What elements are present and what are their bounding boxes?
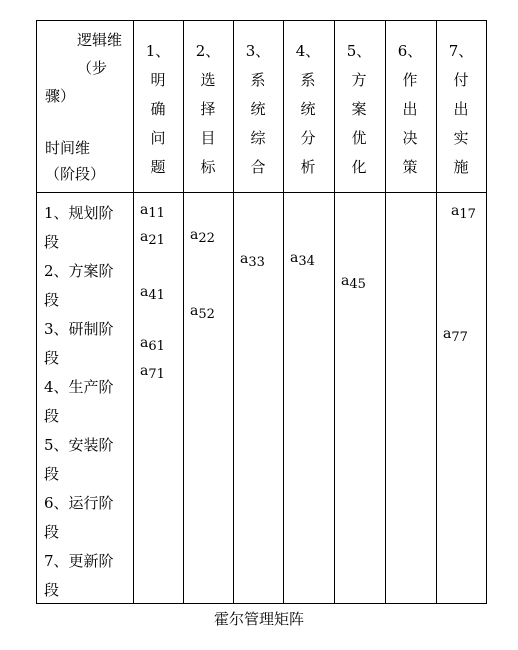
step-char: 案 [351, 100, 367, 118]
matrix-entry-a34: $a_{34}$ [290, 250, 315, 269]
step-char: 确 [150, 100, 166, 118]
step-char: 作 [402, 71, 418, 89]
step-char: 化 [351, 158, 367, 176]
time-dimension-label: （阶段） [45, 165, 106, 183]
step-header [283, 37, 333, 182]
phase-label [44, 257, 128, 315]
step-char: 出 [453, 100, 469, 118]
step-number: 7、 [448, 42, 474, 60]
logic-dimension-label: 骤） [45, 87, 76, 105]
step-char: 系 [250, 71, 266, 89]
phase-label-line: 段 [44, 465, 60, 483]
phase-label-line: 1、规划阶 [44, 204, 114, 222]
phase-label-line: 6、运行阶 [44, 494, 114, 512]
matrix-entry-a11: $a_{11}$ [140, 202, 165, 221]
phase-label-line: 段 [44, 407, 60, 425]
step-char: 择 [200, 100, 216, 118]
step-char: 合 [250, 158, 266, 176]
step-char: 目 [200, 129, 216, 147]
step-char: 统 [300, 100, 316, 118]
step-header [183, 37, 233, 182]
figure-caption: 霍尔管理矩阵 [213, 610, 304, 628]
phase-label [44, 315, 128, 373]
step-number: 1、 [145, 42, 171, 60]
matrix-entry-a21: $a_{21}$ [140, 229, 165, 248]
step-number: 6、 [397, 42, 423, 60]
step-header [233, 37, 283, 182]
header-divider [37, 192, 486, 193]
matrix-entry-a52: $a_{52}$ [190, 303, 215, 322]
matrix-entry-a61: $a_{61}$ [140, 335, 165, 354]
phase-label [44, 373, 128, 431]
step-char: 付 [453, 71, 469, 89]
step-number: 4、 [295, 42, 321, 60]
phase-label [44, 199, 128, 257]
phase-label-line: 段 [44, 581, 60, 599]
phase-label [44, 547, 128, 605]
phase-label-line: 段 [44, 523, 60, 541]
matrix-entry-a22: $a_{22}$ [190, 227, 215, 246]
step-char: 明 [150, 71, 166, 89]
step-char: 综 [250, 129, 266, 147]
step-char: 系 [300, 71, 316, 89]
matrix-entry-a77: $a_{77}$ [443, 326, 468, 345]
phase-label-line: 2、方案阶 [44, 262, 114, 280]
step-char: 析 [300, 158, 316, 176]
step-char: 分 [300, 129, 316, 147]
phase-label-line: 3、研制阶 [44, 320, 114, 338]
step-char: 统 [250, 100, 266, 118]
matrix-entry-a33: $a_{33}$ [240, 251, 265, 270]
step-char: 出 [402, 100, 418, 118]
step-header [334, 37, 384, 182]
step-char: 优 [351, 129, 367, 147]
phase-label-line: 4、生产阶 [44, 378, 114, 396]
step-char: 问 [150, 129, 166, 147]
step-char: 标 [200, 158, 216, 176]
step-char: 选 [200, 71, 216, 89]
step-char: 实 [453, 129, 469, 147]
step-number: 2、 [195, 42, 221, 60]
step-char: 施 [453, 158, 469, 176]
phase-label [44, 489, 128, 547]
phase-label-line: 段 [44, 349, 60, 367]
step-char: 题 [150, 158, 166, 176]
time-dimension-label: 时间维 [45, 139, 91, 157]
phase-label-line: 7、更新阶 [44, 552, 114, 570]
step-header [436, 37, 486, 182]
step-number: 3、 [245, 42, 271, 60]
step-char: 决 [402, 129, 418, 147]
step-char: 方 [351, 71, 367, 89]
step-header [385, 37, 435, 182]
matrix-entry-a41: $a_{41}$ [140, 284, 165, 303]
phase-label-line: 段 [44, 233, 60, 251]
phase-label-line: 段 [44, 291, 60, 309]
phase-label-line: 5、安装阶 [44, 436, 114, 454]
matrix-entry-a71: $a_{71}$ [140, 363, 165, 382]
step-char: 策 [402, 158, 418, 176]
logic-dimension-label: （步 [77, 59, 108, 77]
step-number: 5、 [346, 42, 372, 60]
hall-matrix-table [36, 20, 487, 604]
matrix-entry-a45: $a_{45}$ [341, 273, 366, 292]
phase-label [44, 431, 128, 489]
matrix-entry-a17: $a_{17}$ [451, 203, 476, 222]
logic-dimension-label: 逻辑维 [77, 31, 123, 49]
step-header [133, 37, 183, 182]
